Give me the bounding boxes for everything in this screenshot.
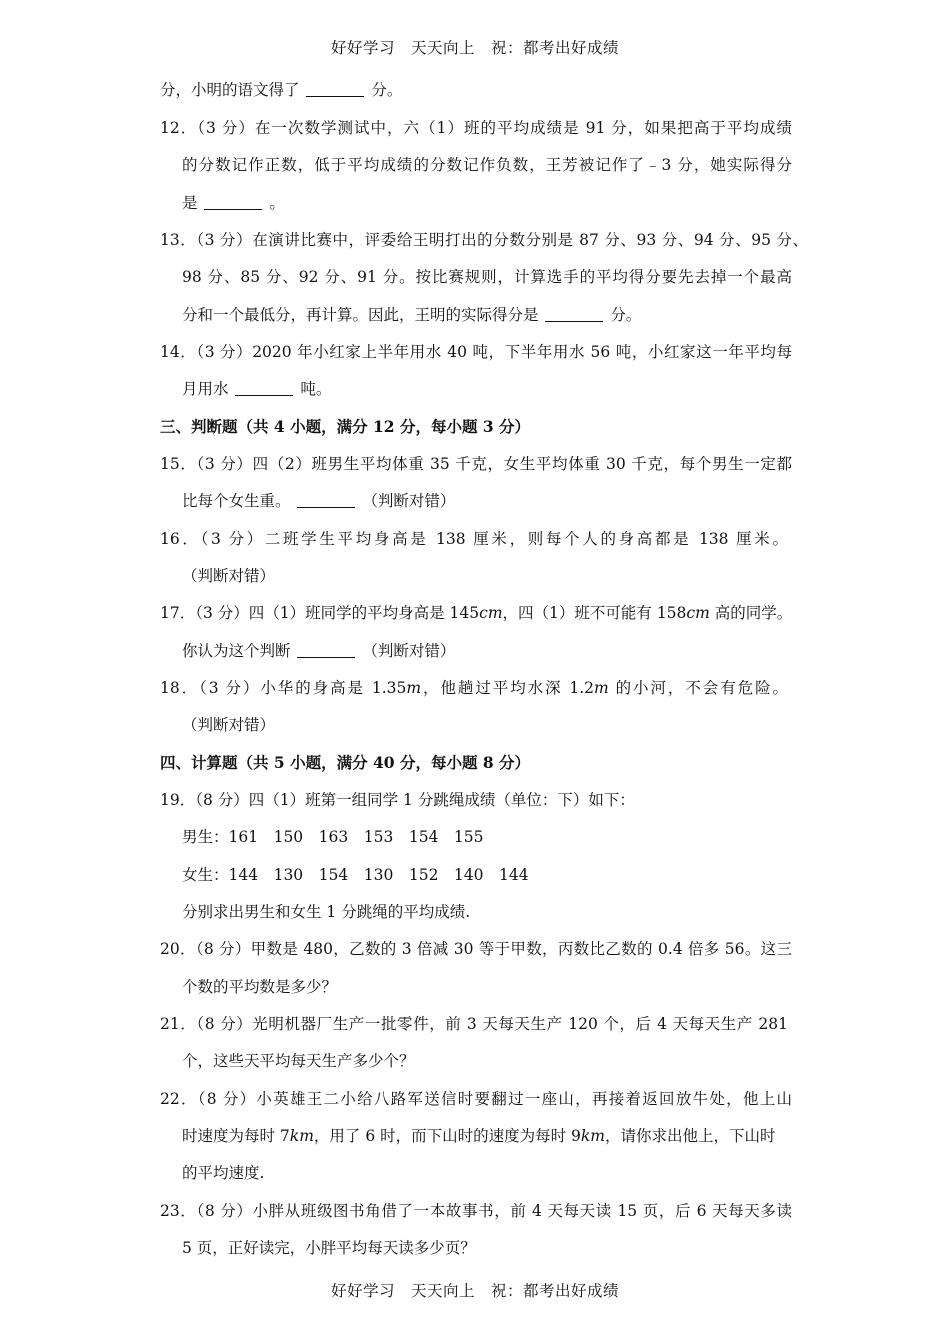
q23-line1: 23．（8 分）小胖从班级图书角借了一本故事书，前 4 天每天读 15 页，后 6 天每天多读: [160, 1202, 792, 1220]
q22-line2: [182, 1125, 776, 1147]
q14-text: 月用水: [182, 380, 229, 398]
q16-line2: （判断对错）: [182, 567, 276, 585]
q18-line2: （判断对错）: [182, 716, 276, 734]
unit-cm: cm: [479, 604, 503, 622]
unit-cm: cm: [686, 604, 710, 622]
q17-text-b: ，四（1）班不可能有 158: [502, 604, 687, 622]
q17-text-end: （判断对错）: [362, 642, 456, 660]
q20-line2: 个数的平均数是多少？: [182, 978, 338, 996]
q17-line1: [160, 602, 792, 624]
q22-text-b: ，用了 6 时，而下山时的速度为每时 9: [313, 1127, 581, 1145]
q12-text-end: 。: [269, 194, 285, 212]
page-footer: 好好学习 天天向上 祝：都考出好成绩: [330, 1282, 619, 1300]
q15-line2: [182, 490, 455, 512]
q12-line2: 的分数记作正数，低于平均成绩的分数记作负数，王芳被记作了﹣3 分，她实际得分: [182, 156, 792, 174]
answer-blank[interactable]: [306, 81, 364, 97]
q19-line1: 19．（8 分）四（1）班第一组同学 1 分跳绳成绩（单位：下）如下：: [160, 791, 635, 809]
answer-blank[interactable]: [235, 380, 293, 396]
q20-line1: 20．（8 分）甲数是 480，乙数的 3 倍减 30 等于甲数，丙数比乙数的 0.4 倍多 56。这三: [160, 940, 792, 958]
answer-blank[interactable]: [545, 306, 603, 322]
q11-text-end: 分。: [371, 81, 403, 99]
q18-text-a: 18．（3 分）小华的身高是 1.35: [160, 679, 407, 697]
q15-line1: 15．（3 分）四（2）班男生平均体重 35 千克，女生平均体重 30 千克，每个男生一定都: [160, 455, 792, 473]
q13-line1: 13．（3 分）在演讲比赛中，评委给王明打出的分数分别是 87 分、93 分、94 分、95 分、: [160, 231, 808, 249]
q19-girls-scores: 女生：144 130 154 130 152 140 144: [182, 866, 529, 884]
q14-line1: 14．（3 分）2020 年小红家上半年用水 40 吨，下半年用水 56 吨，小红家这一年平均每: [160, 343, 792, 361]
q12-text: 是: [182, 194, 198, 212]
q17-text-a: 17．（3 分）四（1）班同学的平均身高是 145: [160, 604, 480, 622]
answer-blank[interactable]: [297, 492, 355, 508]
q17-text-c: 高的同学。: [709, 604, 793, 622]
q14-text-end: 吨。: [300, 380, 332, 398]
q21-line1: 21．（8 分）光明机器厂生产一批零件，前 3 天每天生产 120 个，后 4 天每天生产 281: [160, 1015, 788, 1033]
q18-text-c: 的小河，不会有危险。: [608, 679, 789, 697]
q22-text-c: ，请你求出他上，下山时: [605, 1127, 776, 1145]
q23-line2: 5 页，正好读完，小胖平均每天读多少页？: [182, 1239, 476, 1257]
q16-line1: 16．（3 分）二班学生平均身高是 138 厘米，则每个人的身高都是 138 厘米。: [160, 530, 788, 548]
q18-line1: [160, 677, 788, 699]
q22-text-a: 时速度为每时 7: [182, 1127, 290, 1145]
q12-line3: [182, 192, 285, 214]
q13-line2: 98 分、85 分、92 分、91 分。按比赛规则，计算选手的平均得分要先去掉一个最高: [182, 268, 792, 286]
q17-line2: [182, 640, 455, 662]
unit-m: m: [406, 679, 422, 697]
q13-text-end: 分。: [610, 306, 642, 324]
q17-text: 你认为这个判断: [182, 642, 291, 660]
section-3-heading: 三、判断题（共 4 小题，满分 12 分，每小题 3 分）: [160, 417, 531, 436]
q21-line2: 个，这些天平均每天生产多少个？: [182, 1052, 415, 1070]
answer-blank[interactable]: [297, 642, 355, 658]
q18-text-b: ，他趟过平均水深 1.2: [421, 679, 595, 697]
q22-line3: 的平均速度.: [182, 1164, 265, 1182]
unit-km: km: [289, 1127, 314, 1145]
q15-text: 比每个女生重。: [182, 492, 291, 510]
unit-m: m: [594, 679, 609, 697]
section-4-heading: 四、计算题（共 5 小题，满分 40 分，每小题 8 分）: [160, 753, 531, 772]
q19-line4: 分别求出男生和女生 1 分跳绳的平均成绩.: [182, 903, 471, 921]
unit-km: km: [580, 1127, 605, 1145]
answer-blank[interactable]: [204, 194, 262, 210]
q13-text: 分和一个最低分，再计算。因此，王明的实际得分是: [182, 306, 539, 324]
q11-continuation: [160, 79, 402, 101]
q14-line2: [182, 378, 331, 400]
q13-line3: [182, 304, 641, 326]
q12-line1: 12．（3 分）在一次数学测试中，六（1）班的平均成绩是 91 分，如果把高于平均成绩: [160, 119, 792, 137]
q19-boys-scores: 男生：161 150 163 153 154 155: [182, 828, 484, 846]
q22-line1: 22．（8 分）小英雄王二小给八路军送信时要翻过一座山，再接着返回放牛处，他上山: [160, 1090, 792, 1108]
q15-text-end: （判断对错）: [362, 492, 456, 510]
q11-text: 分，小明的语文得了: [160, 81, 300, 99]
page-header: 好好学习 天天向上 祝：都考出好成绩: [330, 39, 619, 57]
